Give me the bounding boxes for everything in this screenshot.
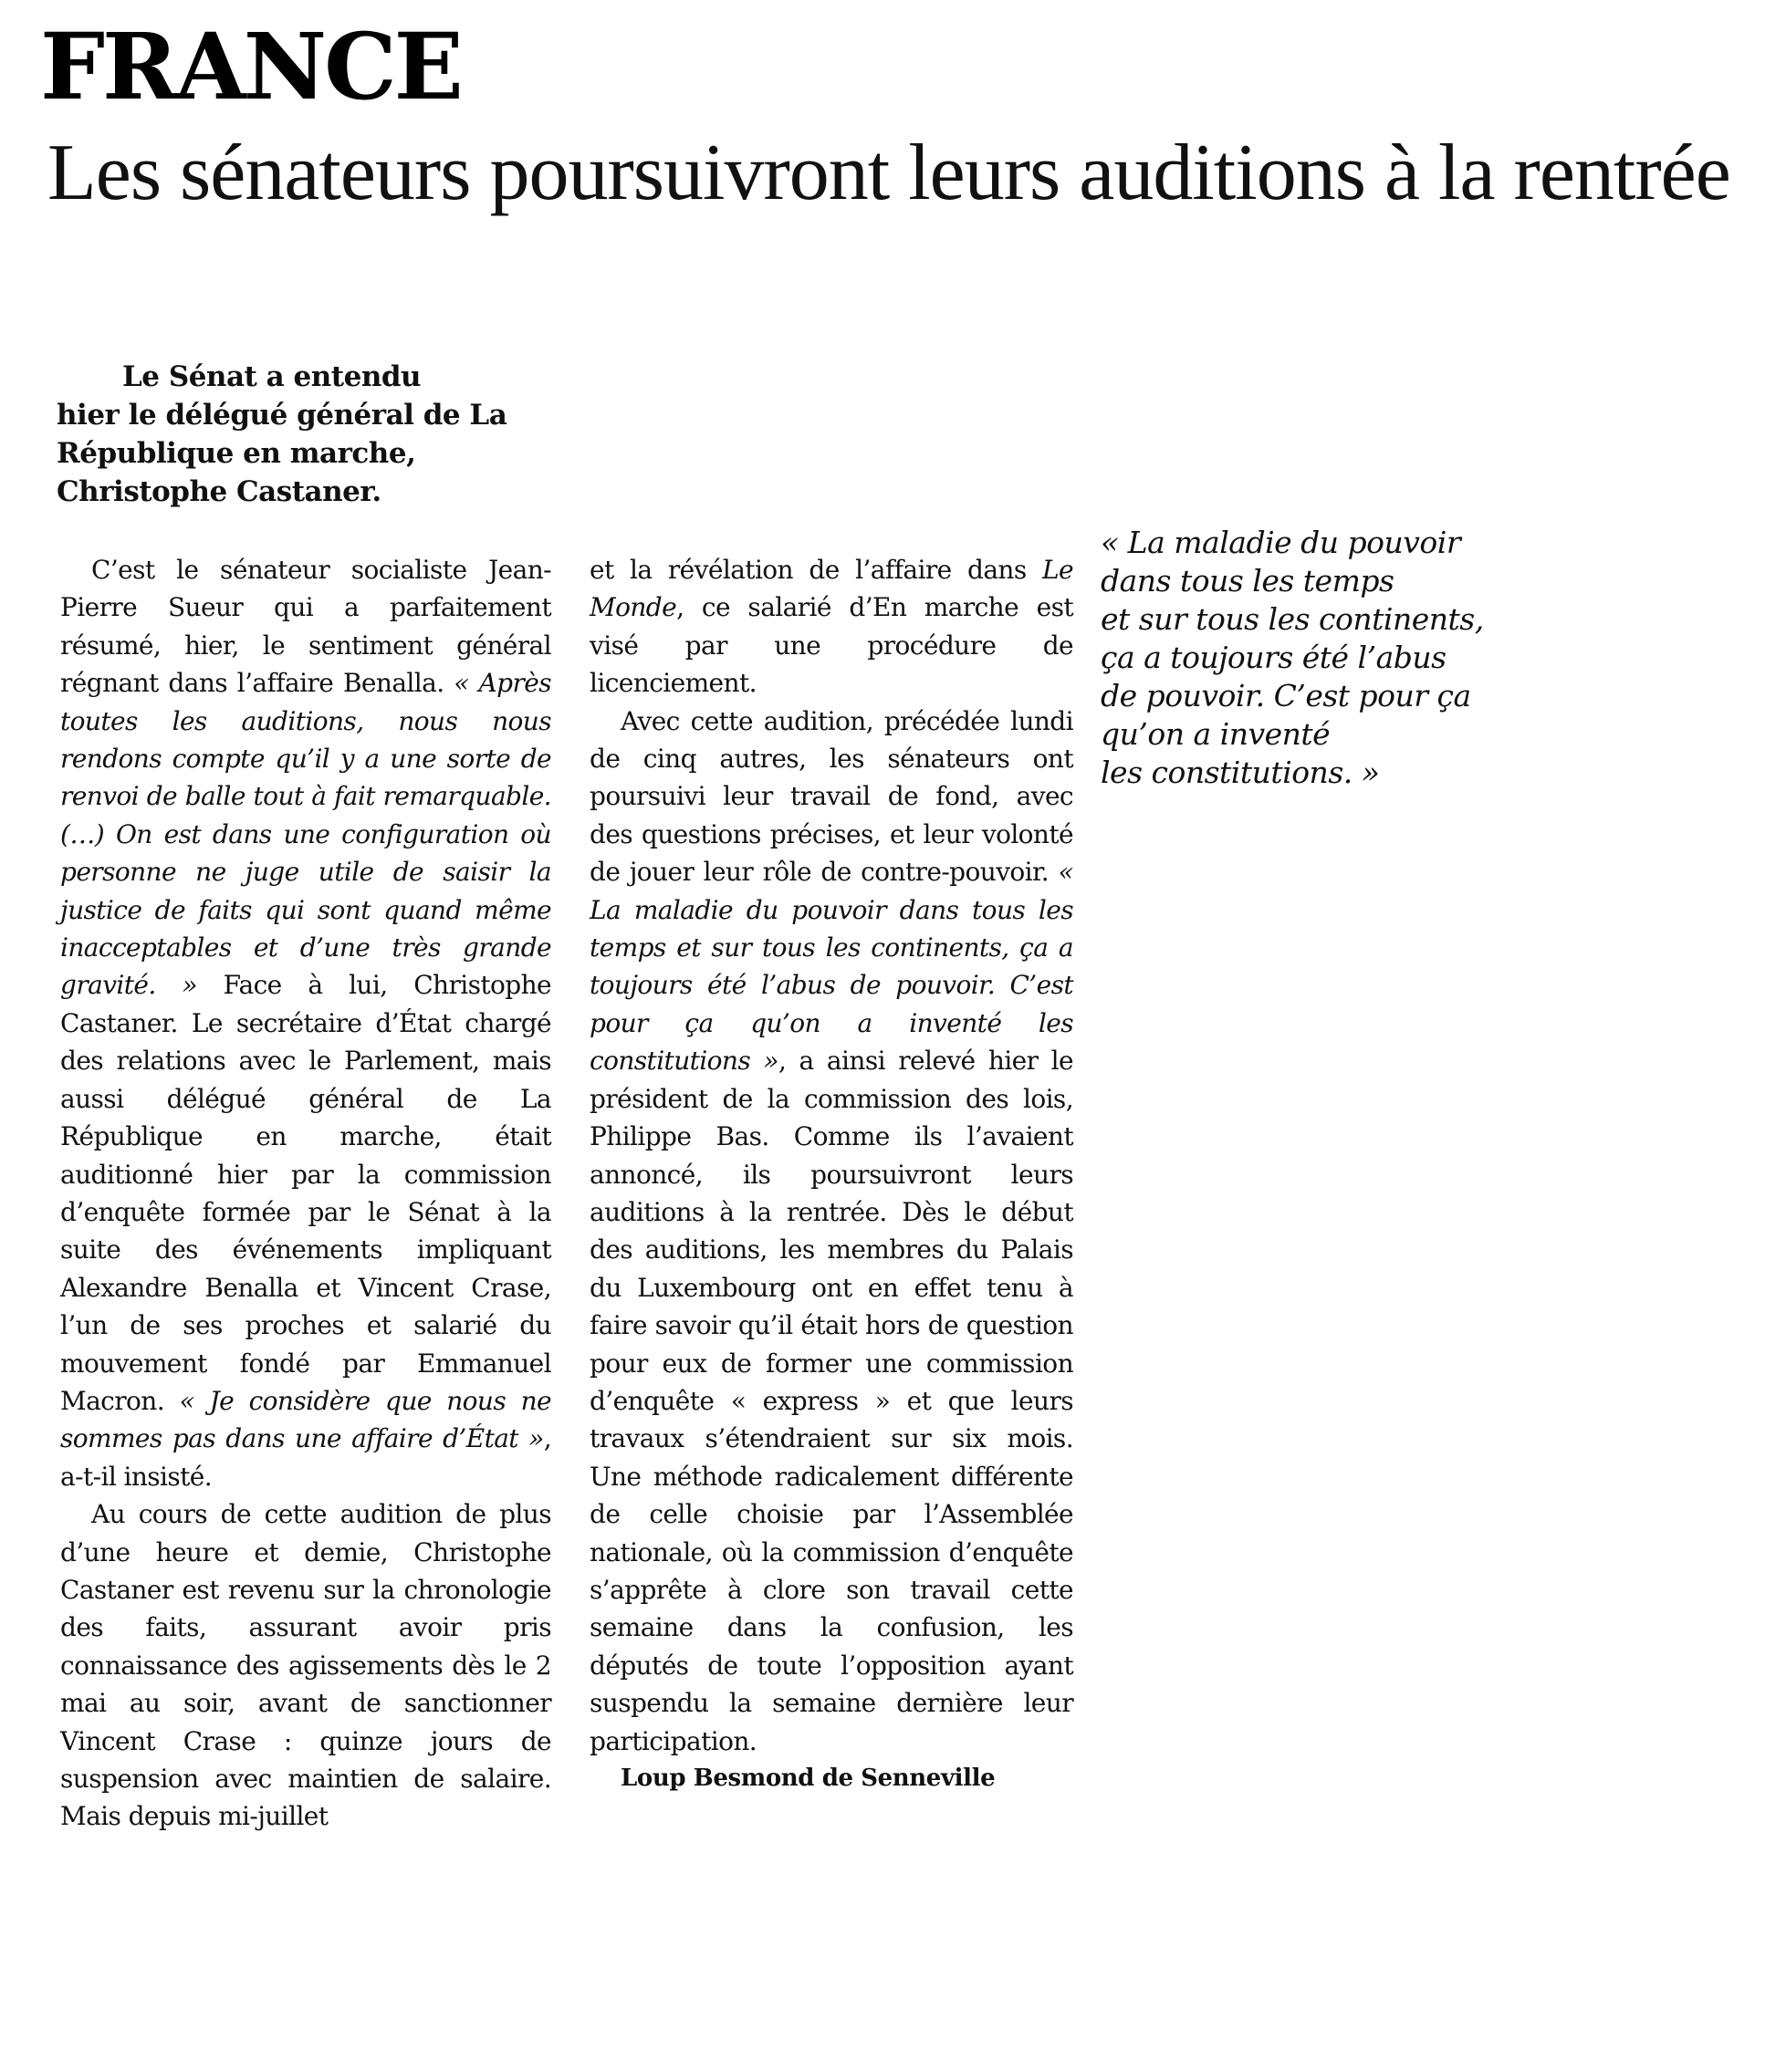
article-column-1 (60, 551, 551, 1836)
quote-text: « La maladie du pouvoir dans tous les temps et sur tous les continents, ça a toujours été l’abus de pouvoir. C’est pour ça qu’on a inventé les constitutions » (590, 857, 1073, 1077)
paragraph-text: , a-t-il insisté. (60, 1423, 551, 1492)
pull-quote-line: de pouvoir. C’est pour ça (1101, 678, 1471, 713)
pull-quote-line: qu’on a inventé (1101, 716, 1331, 752)
paragraph-text: et la révélation de l’affaire dans (590, 555, 1043, 585)
pull-quote-line: et sur tous les continents, (1101, 601, 1484, 637)
pull-quote-line: ça a toujours été l’abus (1101, 640, 1447, 675)
article-column-2 (590, 551, 1073, 1797)
standfirst-line: hier le délégué général de La République en marche, Christophe Castaner. (57, 399, 507, 508)
article-headline: Les sénateurs poursuivront leurs auditions à la rentrée (47, 129, 1730, 217)
quote-text: « Après toutes les auditions, nous nous rendons compte qu’il y a une sorte de renvoi de balle tout à fait remarquable. (…) On est dans une configuration où personne ne juge utile de saisir la justice de faits qui sont quand même inacceptables et d’une très grande gravité. » (60, 668, 551, 1001)
paragraph-text: Avec cette audition, précédée lundi de cinq autres, les sénateurs ont poursuivi leur travail de fond, avec des questions précises, et leur volonté de jouer leur rôle de contre-pouvoir. (590, 705, 1073, 888)
paragraph-text: , a ainsi relevé hier le président de la commission des lois, Philippe Bas. Comme ils l’avaient annoncé, ils poursuivront leurs auditions à la rentrée. Dès le début des auditions, les membres du Palais du Luxembourg ont en effet tenu à faire savoir qu’il était hors de question pour eux de former une commission d’enquête « express » et que leurs travaux s’étendraient sur six mois. Une méthode radicalement différente de celle choisie par l’Assemblée nationale, où la commission d’enquête s’apprête à clore son travail cette semaine dans la confusion, les députés de toute l’opposition ayant suspendu la semaine dernière leur participation. (590, 1046, 1073, 1756)
article-paragraph (590, 703, 1073, 1760)
article-paragraph (590, 551, 1073, 703)
standfirst-line: Le Sénat a entendu (122, 360, 422, 393)
pull-quote (1101, 524, 1575, 792)
paragraph-text: Face à lui, Christophe Castaner. Le secrétaire d’État chargé des relations avec le Parlement, mais aussi délégué général de La République en marche, était auditionné hier par la commission d’enquête formée par le Sénat à la suite des événements impliquant Alexandre Benalla et Vincent Crase, l’un de ses proches et salarié du mouvement fondé par Emmanuel Macron. (60, 970, 551, 1416)
article-paragraph: Au cours de cette audition de plus d’une heure et demie, Christophe Castaner est revenu sur la chronologie des faits, assurant avoir pris connaissance des agissements dès le 2 mai au soir, avant de sanctionner Vincent Crase : quinze jours de suspension avec maintien de salaire. Mais depuis mi-juillet (60, 1499, 551, 1832)
author-byline: Loup Besmond de Senneville (621, 1765, 996, 1792)
pull-quote-line: « La maladie du pouvoir (1101, 525, 1461, 560)
article-paragraph (60, 551, 551, 1495)
quote-text: « Je considère que nous ne sommes pas dans une affaire d’État » (60, 1385, 551, 1454)
paragraph-text: , ce salarié d’En marche est visé par une procédure de licenciement. (590, 592, 1073, 699)
paragraph-text: C’est le sénateur socialiste Jean-Pierre Sueur qui a parfaitement résumé, hier, le sentiment général régnant dans l’affaire Benalla. (60, 555, 551, 699)
newspaper-name: Le Monde (590, 555, 1073, 623)
pull-quote-line: dans tous les temps (1101, 563, 1394, 599)
pull-quote-line: les constitutions. » (1101, 755, 1380, 790)
article-standfirst (57, 358, 549, 511)
section-rubric: FRANCE (40, 13, 461, 120)
